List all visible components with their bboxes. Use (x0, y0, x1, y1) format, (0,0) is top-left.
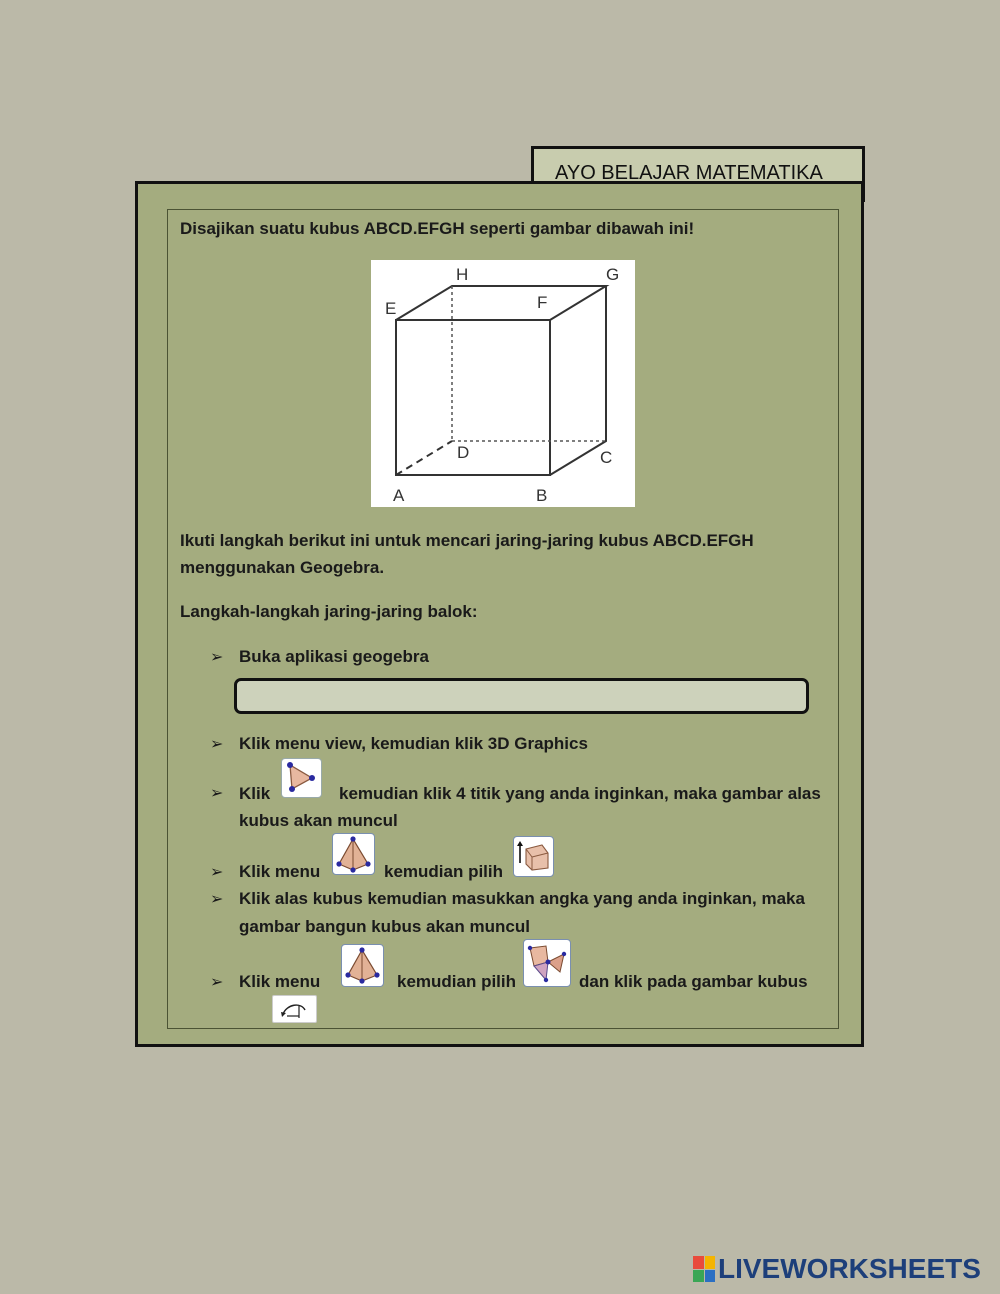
step-5-text-a: Klik alas kubus kemudian masukkan angka yang anda inginkan, maka (239, 889, 805, 908)
brand-text: LIVEWORKSHEETS (718, 1253, 981, 1284)
cube-label-d: D (457, 443, 470, 462)
bullet-arrow-icon: ➢ (210, 649, 224, 666)
step-5-text-b: gambar bangun kubus akan muncul (239, 917, 530, 936)
cube-label-a: A (393, 486, 405, 505)
cube-figure (371, 260, 635, 507)
bullet-arrow-icon: ➢ (210, 864, 224, 881)
step-6-text-a: kemudian pilih (397, 972, 517, 991)
cube-drawing (371, 260, 635, 507)
liveworksheets-brand (693, 1252, 981, 1286)
bullet-arrow-icon: ➢ (210, 785, 224, 802)
bullet-arrow-icon: ➢ (210, 891, 224, 908)
polygon-tool-icon[interactable] (281, 758, 322, 798)
step-4-text: kemudian pilih (384, 862, 504, 881)
cube-label-c: C (600, 448, 613, 467)
rotate-view-icon[interactable] (272, 995, 317, 1023)
pyramid-menu-icon[interactable] (341, 944, 384, 987)
step-6-klik-menu: Klik menu (239, 972, 321, 991)
step-2-text: Klik menu view, kemudian klik 3D Graphics (239, 734, 588, 753)
step-1-text: Buka aplikasi geogebra (239, 647, 429, 666)
cube-hidden-edge-ad (396, 441, 452, 475)
step-3-text-a: kemudian klik 4 titik yang anda inginkan, maka gambar alas (339, 784, 821, 803)
steps-heading: Langkah-langkah jaring-jaring balok: (180, 602, 478, 621)
step-3-klik: Klik (239, 784, 271, 803)
cube-label-e: E (385, 299, 397, 318)
step-4-klik-menu: Klik menu (239, 862, 321, 881)
bullet-arrow-icon: ➢ (210, 974, 224, 991)
liveworksheets-logo-icon (693, 1256, 715, 1282)
step-6-text-b: dan klik pada gambar kubus (579, 972, 808, 991)
extrude-prism-icon[interactable] (513, 836, 554, 877)
bullet-arrow-icon: ➢ (210, 736, 224, 753)
cube-top-edges (396, 286, 606, 320)
instruction-line-1: Ikuti langkah berikut ini untuk mencari jaring-jaring kubus ABCD.EFGH (180, 531, 754, 550)
cube-label-g: G (606, 265, 620, 284)
pyramid-menu-icon[interactable] (332, 833, 375, 875)
cube-front-face (396, 320, 550, 475)
answer-input[interactable] (234, 678, 809, 714)
intro-text: Disajikan suatu kubus ABCD.EFGH seperti gambar dibawah ini! (180, 219, 695, 238)
page-title: AYO BELAJAR MATEMATIKA (555, 162, 823, 184)
cube-label-b: B (536, 486, 548, 505)
step-3-text-b: kubus akan muncul (239, 811, 398, 830)
instruction-line-2: menggunakan Geogebra. (180, 558, 385, 577)
cube-label-f: F (537, 293, 548, 312)
net-tool-icon[interactable] (523, 939, 571, 987)
cube-label-h: H (456, 265, 469, 284)
